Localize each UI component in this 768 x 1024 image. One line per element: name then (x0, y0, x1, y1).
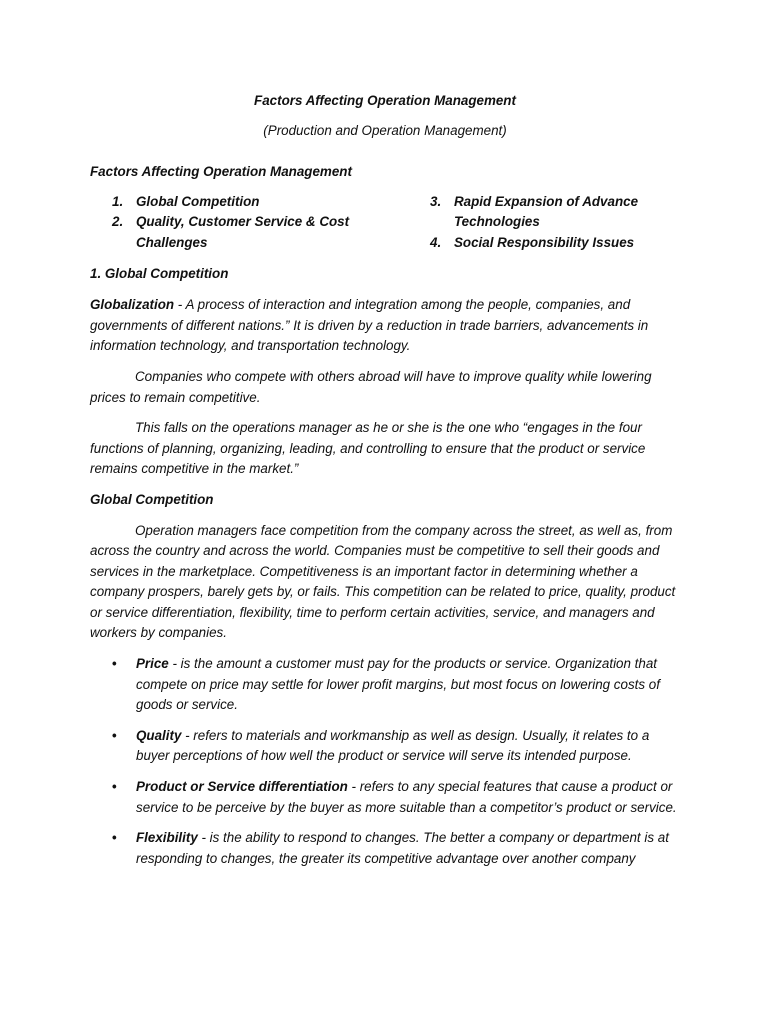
bullet-item (90, 726, 680, 767)
factors-list (90, 192, 680, 254)
competition-bullets (90, 654, 680, 869)
factor-text: Global Competition (136, 193, 260, 209)
factor-number: 4. (430, 234, 442, 250)
bullet-dot: • (112, 656, 117, 672)
bullet-term: Product or Service differentiation (136, 779, 348, 795)
bullet-dot: • (112, 779, 117, 795)
bullet-term: Flexibility (136, 830, 198, 846)
bullet-definition: - refers to materials and workmanship as well as design. Usually, it relates to a buyer perceptions of how well the product or service will serve its intended purpose. (136, 727, 650, 764)
paragraph-companies: Companies who compete with others abroad will have to improve quality while lowering prices to remain competitive. (90, 368, 652, 405)
bullet-text (136, 726, 680, 767)
factor-text: Quality, Customer Service & Cost Challenges (136, 214, 350, 250)
factor-text: Rapid Expansion of Advance Technologies (454, 193, 639, 230)
factor-item (430, 233, 680, 254)
subheading-global-competition: Global Competition (90, 491, 214, 507)
factor-number: 2. (112, 214, 124, 230)
factor-text: Social Responsibility Issues (454, 234, 635, 250)
document-body (90, 91, 680, 869)
heading-global-competition: 1. Global Competition (90, 265, 229, 281)
factor-item (112, 212, 412, 253)
factor-number: 1. (112, 193, 124, 209)
bullet-dot: • (112, 830, 117, 846)
paragraph-globalization (90, 295, 680, 357)
factors-list-left (90, 192, 412, 254)
factors-list-right (412, 192, 680, 254)
paragraph-operations-manager: This falls on the operations manager as he or she is the one who “engages in the four functions of planning, organizing, leading, and controlling to ensure that the product or service remains competitive in the market.” (90, 420, 646, 477)
document-subtitle: (Production and Operation Management) (263, 122, 507, 138)
bullet-definition: - is the amount a customer must pay for the products or service. Organization that compete on price may settle for lower profit margins, but most focus on lowering costs of goods or service. (136, 656, 660, 713)
term-globalization: Globalization (90, 297, 175, 313)
paragraph-competition: Operation managers face competition from the company across the street, as well as, from across the country and across the world. Companies must be competitive to sell their goods and services in the marketplace. Competitiveness is an important factor in determining whether a company prospers, barely gets by, or fails. This competition can be related to price, quality, product or service differentiation, flexibility, time to perform certain activities, service, and managers and workers by companies. (90, 522, 676, 641)
section-heading: Factors Affecting Operation Management (90, 164, 352, 180)
bullet-text (136, 777, 680, 818)
bullet-definition: - is the ability to respond to changes. The better a company or department is at responding to changes, the greater its competitive advantage over another company (136, 830, 669, 866)
bullet-dot: • (112, 727, 117, 743)
bullet-definition: - refers to any special features that cause a product or service to be perceive by the buyer as more suitable than a competitor’s product or service. (136, 779, 677, 815)
factor-item (112, 192, 412, 213)
bullet-text (136, 828, 680, 869)
bullet-item (90, 654, 680, 716)
factor-item (430, 192, 680, 233)
bullet-item (90, 828, 680, 869)
bullet-text (136, 654, 680, 716)
globalization-definition: - A process of interaction and integration among the people, companies, and governments of different nations.” It is driven by a reduction in trade barriers, advancements in information technology, and transportation technology. (90, 297, 649, 354)
factor-number: 3. (430, 193, 442, 209)
bullet-term: Quality (136, 727, 182, 743)
bullet-term: Price (136, 656, 169, 672)
bullet-item (90, 777, 680, 818)
document-title: Factors Affecting Operation Management (254, 93, 516, 108)
